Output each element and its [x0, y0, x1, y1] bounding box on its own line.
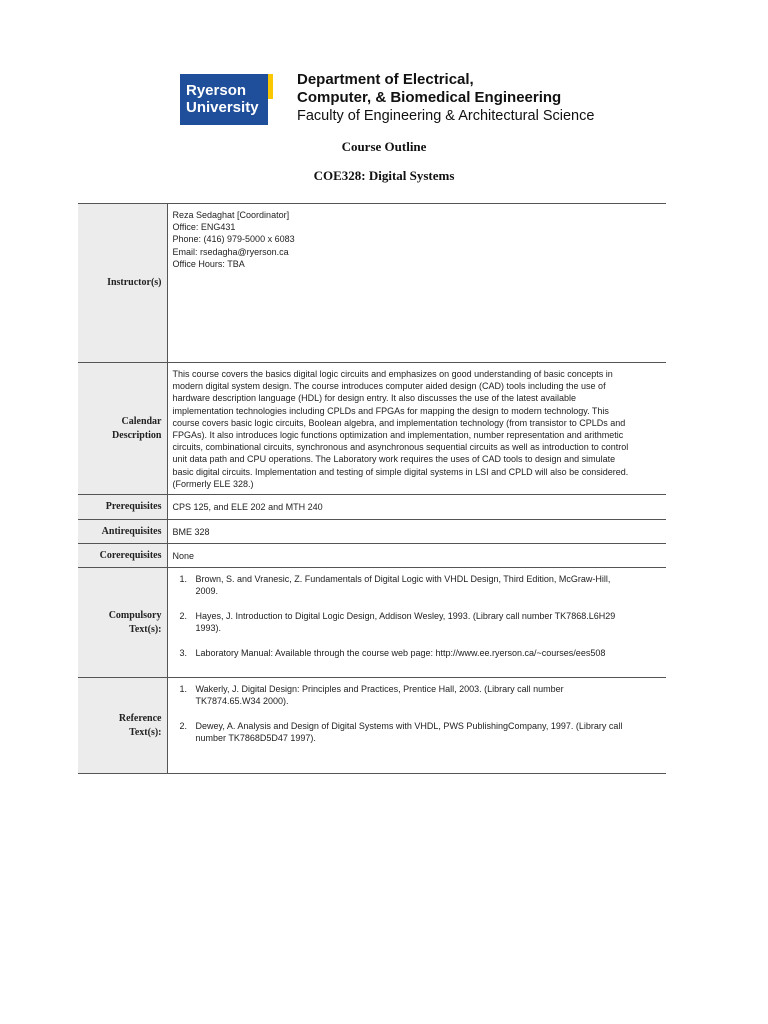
reference-item	[179, 610, 661, 634]
content-antirequisites: BME 328	[167, 520, 666, 544]
text-line: FPGAs). It also introduces logic functions optimization and implementation, number representation and arithmetic	[172, 430, 624, 441]
text-line: This course covers the basics digital logic circuits and emphasizes on good understanding of basic concepts in	[172, 369, 613, 379]
reference-number: 1.	[179, 574, 188, 585]
text-line: Compulsory	[108, 609, 162, 621]
ryerson-logo	[180, 74, 268, 125]
text-line: Prerequisites	[105, 501, 162, 513]
logo-line-2: University	[186, 99, 259, 116]
reference-text-line: 2009.	[195, 586, 219, 597]
label-calendar-description	[78, 363, 167, 495]
department-line-1: Department of Electrical,	[297, 71, 474, 88]
text-line: basic digital circuits. Implementation and testing of simple digital systems in LSI and CPLD will also be considered.	[172, 466, 629, 477]
text-line: Reza Sedaghat [Coordinator]	[172, 210, 290, 220]
table-row-instructor	[78, 204, 666, 363]
text-line: Text(s):	[129, 623, 162, 635]
reference-text-line: Laboratory Manual: Available through the course web page: http://www.ee.ryerson.ca/~courses/ees508	[195, 647, 606, 658]
text-line: circuits, combinational circuits, synchronous and asynchronous sequential circuits as well as introduction to control	[172, 442, 629, 453]
text-line: Phone: (416) 979-5000 x 6083	[172, 234, 295, 245]
content-calendar-description	[167, 363, 666, 495]
reference-number: 3.	[179, 647, 188, 658]
content-prerequisites: CPS 125, and ELE 202 and MTH 240	[167, 495, 666, 520]
text-line: Instructor(s)	[107, 277, 162, 288]
reference-number: 1.	[179, 684, 188, 695]
table-row-prerequisites	[78, 495, 666, 520]
label-instructor	[78, 204, 167, 363]
reference-text-line: 1993).	[195, 623, 222, 634]
text-line: Office: ENG431	[172, 222, 236, 233]
text-line: Calendar	[121, 415, 162, 427]
table-row-corerequisites	[78, 544, 666, 568]
text-line: implementation technologies including CPLDs and FPGAs for mapping the design to modern technology. This	[172, 405, 609, 416]
content-reference-texts	[167, 678, 666, 774]
text-line: Description	[112, 429, 162, 441]
faculty-line: Faculty of Engineering & Architectural Science	[297, 108, 595, 124]
label-reference-texts	[78, 678, 167, 774]
reference-number: 2.	[179, 610, 188, 621]
content-compulsory-texts	[167, 568, 666, 678]
reference-text-line: number TK7868D5D47 1997).	[195, 733, 316, 744]
reference-item	[179, 683, 661, 707]
logo-yellow-bar	[268, 74, 273, 99]
department-name	[297, 71, 594, 125]
table-row-compulsory-texts	[78, 568, 666, 678]
content-corerequisites: None	[167, 544, 666, 568]
logo-line-1: Ryerson	[186, 82, 247, 99]
reference-text-line: Wakerly, J. Digital Design: Principles and Practices, Prentice Hall, 2003. (Library call number	[195, 684, 564, 695]
text-line: Email: rsedagha@ryerson.ca	[172, 246, 289, 257]
text-line: modern digital system design. The course introduces computer aided design (CAD) tools including the use of	[172, 381, 606, 392]
reference-item	[179, 647, 661, 659]
text-line: Corerequisites	[99, 549, 162, 561]
text-line: Office Hours: TBA	[172, 258, 245, 269]
label-prerequisites	[78, 495, 167, 520]
course-outline-table	[78, 203, 666, 774]
reference-number: 2.	[179, 720, 188, 731]
department-line-2: Computer, & Biomedical Engineering	[297, 89, 562, 106]
label-corerequisites	[78, 544, 167, 568]
text-line: Text(s):	[129, 726, 162, 738]
reference-item	[179, 573, 661, 597]
document-title: Course Outline	[341, 139, 427, 154]
text-line: course covers basic logic circuits, Boolean algebra, and implementation technology (from transistor to CPLDs and	[172, 417, 626, 428]
text-line: unit data path and CPU operations. The Laboratory work requires the uses of CAD tools to design and simulate	[172, 454, 616, 465]
table-row-reference-texts	[78, 678, 666, 774]
label-compulsory-texts	[78, 568, 167, 678]
text-line: Reference	[118, 712, 162, 724]
reference-item	[179, 720, 661, 744]
reference-text-line: TK7874.65.W34 2000).	[195, 696, 289, 707]
reference-text-line: Brown, S. and Vranesic, Z. Fundamentals of Digital Logic with VHDL Design, Third Edition, McGraw-Hill,	[195, 574, 611, 585]
text-line: (Formerly ELE 328.)	[172, 478, 254, 489]
table-row-calendar-description	[78, 363, 666, 495]
content-instructor	[167, 204, 666, 363]
label-antirequisites	[78, 520, 167, 544]
course-title: COE328: Digital Systems	[313, 168, 455, 183]
text-line: Antirequisites	[101, 525, 162, 537]
text-line: hardware description language (HDL) for design entry. It also discusses the use of the latest available	[172, 393, 577, 404]
reference-text-line: Hayes, J. Introduction to Digital Logic Design, Addison Wesley, 1993. (Library call number TK7868.L6H29	[195, 610, 616, 621]
reference-text-line: Dewey, A. Analysis and Design of Digital Systems with VHDL, PWS PublishingCompany, 1997. (Library call	[195, 720, 623, 731]
table-row-antirequisites	[78, 520, 666, 544]
